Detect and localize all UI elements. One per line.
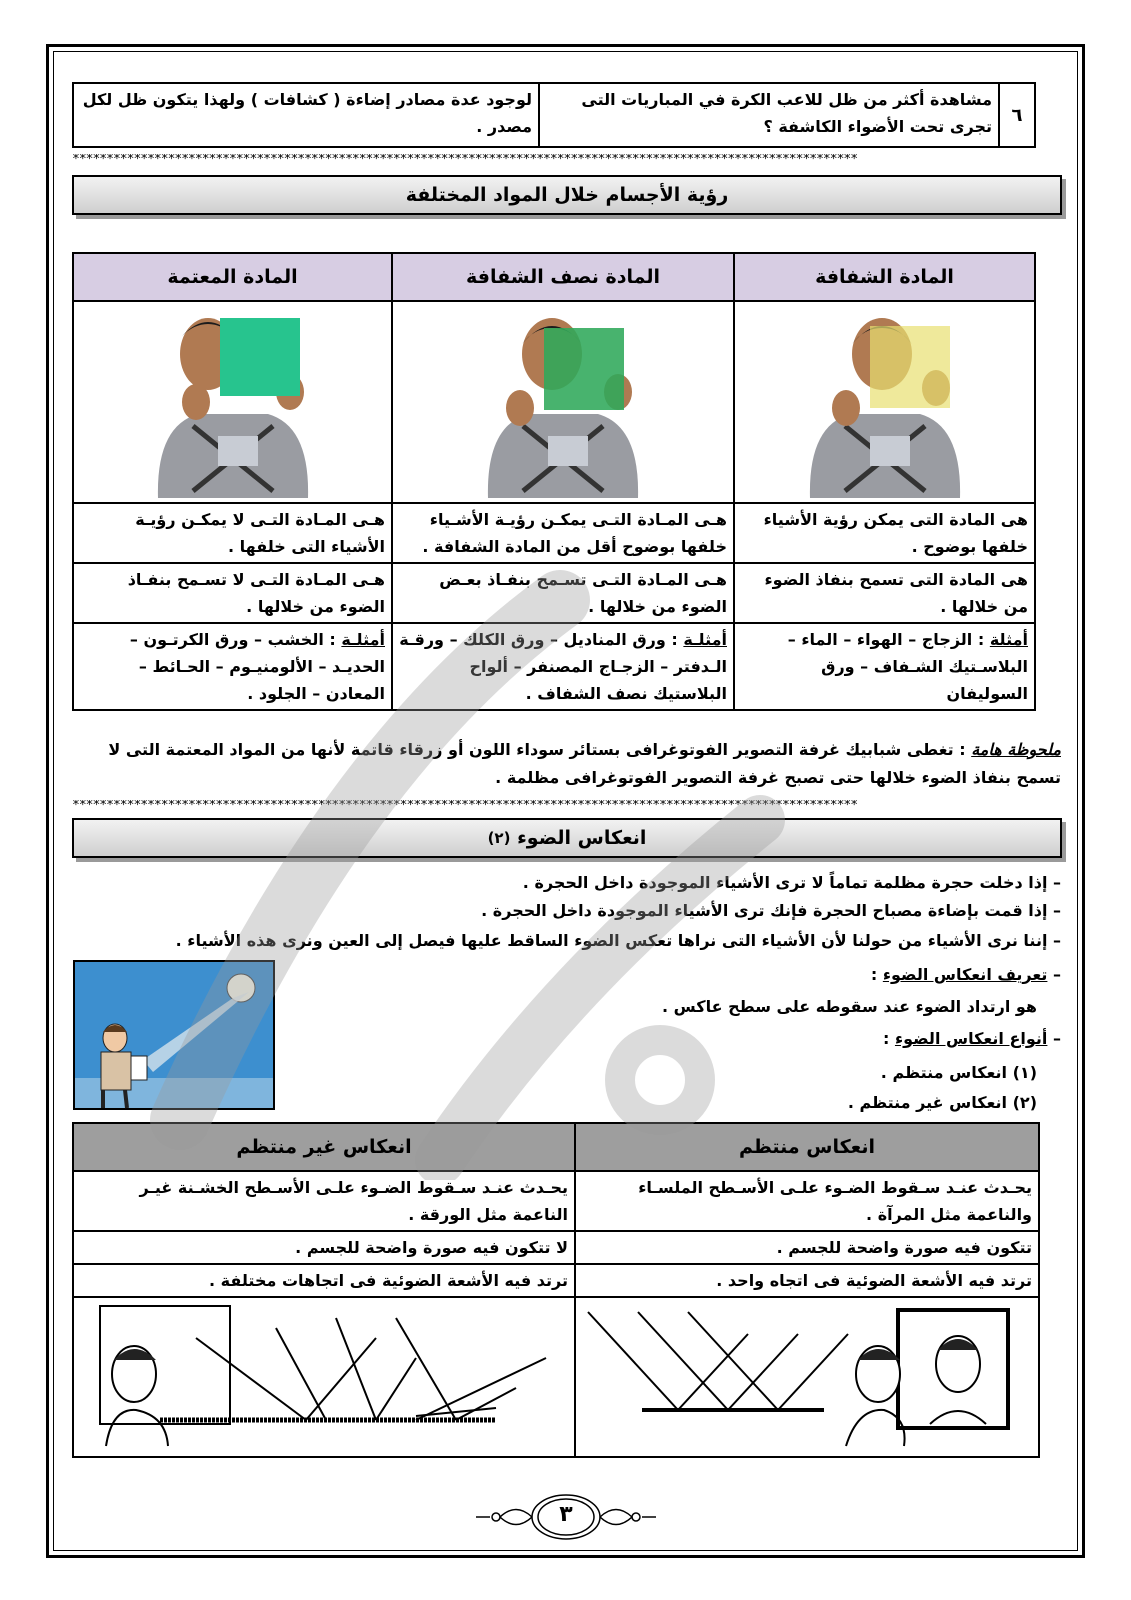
page-number: ٣ [559,1502,573,1527]
boy-opaque-sheet-photo [138,306,328,498]
opaque-sheet [220,318,300,396]
header-opaque: المادة المعتمة [73,253,392,301]
translucent-def-see: هـى المـادة التـى يمكـن رؤيـة الأشـياء خلفها بوضوح أقل من المادة الشفافة . [392,503,734,563]
section-title-materials [72,175,1062,215]
bullet-line: – إذا قمت بإضاءة مصباح الحجرة فإنك ترى الأشياء الموجودة داخل الحجرة . [481,901,1061,920]
header-translucent: المادة نصف الشفافة [392,253,734,301]
irregular-diagram-cell [73,1297,575,1457]
examples-label: أمثلة [989,630,1028,649]
types-dash: – [1053,1029,1061,1048]
definition-heading [871,962,1061,988]
transparent-def-see: هى المادة التى يمكن رؤية الأشياء خلفها بوضوح . [734,503,1035,563]
top-question-table [72,82,1036,148]
transparent-examples [734,623,1035,710]
header-regular-reflection: انعكاس منتظم [575,1123,1039,1171]
regular-image: تتكون فيه صورة واضحة للجسم . [575,1231,1039,1264]
opaque-def-light: هـى المـادة التـى لا تسـمح بنفـاذ الضوء من خلالها . [73,563,392,623]
type-item: (١) انعكاس منتظم . [880,1063,1037,1082]
translucent-examples [392,623,734,710]
regular-rays: ترتد فيه الأشعة الضوئية فى اتجاه واحد . [575,1264,1039,1297]
section-title-text: انعكاس الضوء [517,827,647,849]
page-number-ornament [466,1492,666,1542]
header-transparent: المادة الشفافة [734,253,1035,301]
irregular-reflection-diagram [76,1298,574,1448]
photo-cell-opaque [73,301,392,503]
row-number: ٦ [999,83,1035,147]
boy-transparent-sheet-photo [790,306,980,498]
opaque-examples [73,623,392,710]
types-colon: : [882,1029,890,1048]
definition-label: تعريف انعكاس الضوء [882,965,1048,984]
photo-cell-transparent [734,301,1035,503]
section-title-reflection [72,818,1062,858]
irregular-image: لا تتكون فيه صورة واضحة للجسم . [73,1231,575,1264]
question-cell: مشاهدة أكثر من ظل للاعب الكرة في المباريات التى تجرى تحت الأضواء الكاشفة ؟ [539,83,999,147]
definition-text: هو ارتداد الضوء عند سقوطه على سطح عاكس . [662,997,1037,1016]
types-label: أنواع انعكاس الضوء [894,1029,1048,1048]
examples-text: : ورق المناديل – ورق الكلك – ورقـة الـدفتر – الزجـاج المصنفر – ألواح البلاستيك نصف الشفاف . [399,630,727,703]
examples-text: : الزجاج – الهواء – الماء – البلاسـتيك الشـفاف – ورق السوليفان [787,630,1028,703]
opaque-def-see: هـى المـادة التـى لا يمكـن رؤيـة الأشياء التى خلفها . [73,503,392,563]
bullet-line: – إذا دخلت حجرة مظلمة تماماً لا ترى الأشياء الموجودة داخل الحجرة . [522,873,1061,892]
translucent-def-light: هـى المـادة التـى تسـمح بنفـاذ بعـض الضوء من خلالها . [392,563,734,623]
regular-occurs: يحـدث عنـد سـقوط الضـوء علـى الأسـطح الملسـاء والناعمة مثل المرآة . [575,1171,1039,1231]
examples-label: أمثلـة [683,630,727,649]
regular-diagram-cell [575,1297,1039,1457]
irregular-occurs: يحـدث عنـد سـقوط الضـوء علـى الأسـطح الخشـنة غيـر الناعمة مثل الورقة . [73,1171,575,1231]
examples-text: : الخشب – ورق الكرتـون – الحديـد – الألومنيـوم – الحـائط – المعادن – الجلود . [129,630,385,703]
transparent-def-light: هى المادة التى تسمح بنفاذ الضوء من خلالها . [734,563,1035,623]
star-divider: ******************************************************************************************************************* [72,800,858,812]
types-heading [883,1026,1061,1052]
important-note [71,736,1061,792]
materials-table [72,252,1036,711]
irregular-rays: ترتد فيه الأشعة الضوئية فى اتجاهات مختلفة . [73,1264,575,1297]
translucent-sheet [544,328,624,410]
reflection-table [72,1122,1040,1458]
examples-label: أمثلـة [341,630,385,649]
note-label: ملحوظة هامة [971,740,1061,759]
note-text: : تغطى شبابيك غرفة التصوير الفوتوغرافى بستائر سوداء اللون أو زرقاء قاتمة لأنها من المواد المعتمة التى لا تسمح بنفاذ الضوء خلالها حتى تصبح غرفة التصوير الفوتوغرافى مظلمة . [108,740,1061,787]
type-item: (٢) انعكاس غير منتظم . [847,1093,1037,1112]
section-title-text: رؤية الأجسام خلال المواد المختلفة [405,184,729,206]
boy-translucent-sheet-photo [468,306,658,498]
regular-reflection-diagram [578,1298,1038,1448]
definition-colon: : [870,965,878,984]
reflection-illustration [73,960,275,1110]
answer-cell: لوجود عدة مصادر إضاءة ( كشافات ) ولهذا يتكون ظل لكل مصدر . [73,83,539,147]
section-number: (٢) [487,829,511,847]
transparent-sheet [870,326,950,408]
definition-dash: – [1053,965,1061,984]
header-irregular-reflection: انعكاس غير منتظم [73,1123,575,1171]
bullet-line: – إننا نرى الأشياء من حولنا لأن الأشياء التى نراها تعكس الضوء الساقط عليها فيصل إلى العين ونرى هذه الأشياء . [175,931,1061,950]
star-divider: ******************************************************************************************************************* [72,154,858,166]
photo-cell-translucent [392,301,734,503]
